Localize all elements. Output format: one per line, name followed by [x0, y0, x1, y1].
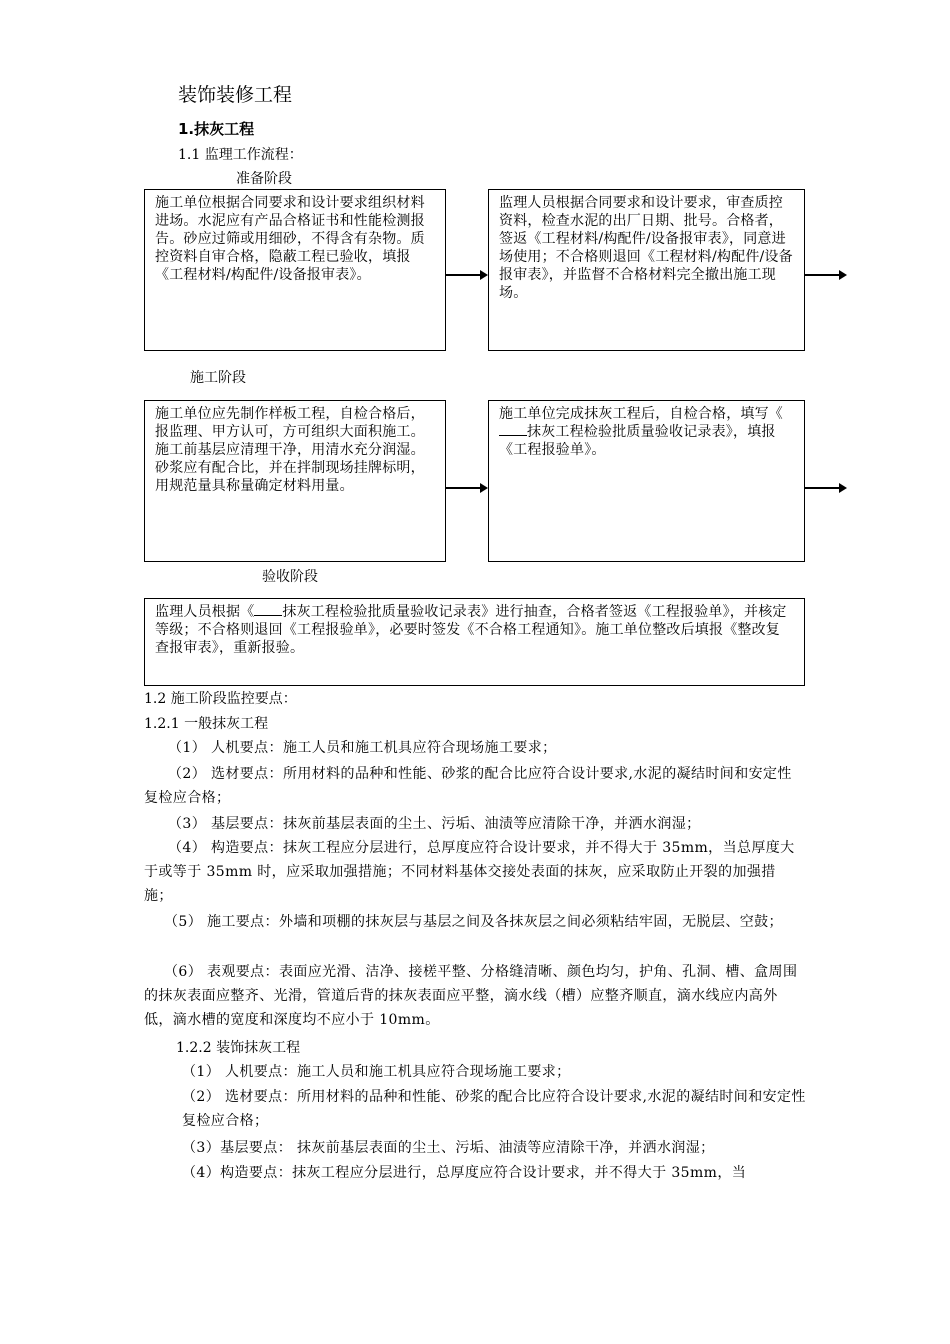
flow-arrow [805, 487, 845, 489]
decor-item-1 [182, 1060, 806, 1084]
general-item-5: （5） 施工要点：外墙和项棚的抹灰层与基层之间及各抹灰层之间必须粘结牢固，无脱层、空鼓； [164, 914, 783, 930]
document-title: 装饰装修工程 [178, 84, 293, 106]
flow-box-const-report [488, 400, 805, 562]
general-item-2: （2） 选材要点：所用材料的品种和性能、砂浆的配合比应符合设计要求,水泥的凝结时间和安定性复检应合格； [144, 766, 792, 806]
general-item-6: （6） 表观要点：表面应光滑、洁净、接槎平整、分格缝清晰、颜色均匀，护角、孔洞、槽、盒周围的抹灰表面应整齐、光滑，管道后背的抹灰表面应平整，滴水线（槽）应整齐顺直，滴水线应内高外低，滴水槽的宽度和深度均不应小于 10mm。 [144, 964, 798, 1028]
flow-box-prep-supervisor: 监理人员根据合同要求和设计要求，审查质控资料，检查水泥的出厂日期、批号。合格者，签返《工程材料/构配件/设备报审表》，同意进场使用；不合格则退回《工程材料/构配件/设备报审表》，并监督不合格材料完全撤出施工现场。 [488, 189, 805, 351]
decor-item-4: （4）构造要点：抹灰工程应分层进行，总厚度应符合设计要求，并不得大于 35mm，当 [182, 1165, 747, 1181]
blank-field [499, 423, 527, 436]
flow-arrow [805, 274, 845, 276]
decor-item-2: （2） 选材要点：所用材料的品种和性能、砂浆的配合比应符合设计要求,水泥的凝结时间和安定性复检应合格； [182, 1089, 806, 1129]
subsection-heading: 1.2 施工阶段监控要点： [144, 691, 297, 707]
flow-box-acceptance [144, 598, 805, 686]
flow-box-prep-contractor: 施工单位根据合同要求和设计要求组织材料进场。水泥应有产品合格证书和性能检测报告。砂应过筛或用细砂，不得含有杂物。质控资料自审合格，隐蔽工程已验收，填报《工程材料/构配件/设备报审表》。 [144, 189, 446, 351]
text-part: 施工单位完成抹灰工程后，自检合格，填写《 [499, 406, 783, 422]
item-text: （1） 人机要点：施工人员和施工机具应符合现场施工要求； [182, 1064, 571, 1080]
item-text: （1） 人机要点：施工人员和施工机具应符合现场施工要求； [168, 740, 557, 756]
blank-field [254, 603, 282, 616]
general-item-1 [144, 736, 804, 760]
stage-label-acceptance: 验收阶段 [262, 569, 318, 585]
flow-arrow [446, 487, 486, 489]
flow-box-const-contractor: 施工单位应先制作样板工程，自检合格后，报监理、甲方认可，方可组织大面积施工。施工前基层应清理干净，用清水充分润湿。砂浆应有配合比，并在拌制现场挂牌标明，用规范量具称量确定材料用量。 [144, 400, 446, 562]
stage-label-construction: 施工阶段 [190, 370, 246, 386]
subsection-heading: 1.2.1 一般抹灰工程 [144, 716, 269, 732]
text-part: 抹灰工程检验批质量验收记录表》，填报《工程报验单》。 [499, 424, 776, 458]
general-item-3: （3） 基层要点：抹灰前基层表面的尘土、污垢、油渍等应清除干净，并洒水润湿； [168, 816, 701, 832]
general-item-4: （4） 构造要点：抹灰工程应分层进行，总厚度应符合设计要求，并不得大于 35mm，当总厚度大于或等于 35mm 时，应采取加强措施；不同材料基体交接处表面的抹灰，应采取防止开裂的加强措施； [144, 840, 795, 904]
section-heading: 1.抹灰工程 [178, 120, 255, 138]
stage-label-prep: 准备阶段 [236, 171, 292, 187]
subsection-heading: 1.1 监理工作流程： [178, 147, 303, 163]
text-part: 监理人员根据《 [155, 604, 255, 620]
text-part: 抹灰工程检验批质量验收记录表》进行抽查，合格者签返《工程报验单》，并核定等级；不合格则退回《工程报验单》，必要时签发《不合格工程通知》。施工单位整改后填报《整改复查报审表》，重新报验。 [155, 604, 787, 656]
subsection-heading: 1.2.2 装饰抹灰工程 [176, 1040, 301, 1056]
decor-item-3: （3）基层要点： 抹灰前基层表面的尘土、污垢、油渍等应清除干净，并洒水润湿； [182, 1140, 715, 1156]
flow-arrow [446, 274, 486, 276]
